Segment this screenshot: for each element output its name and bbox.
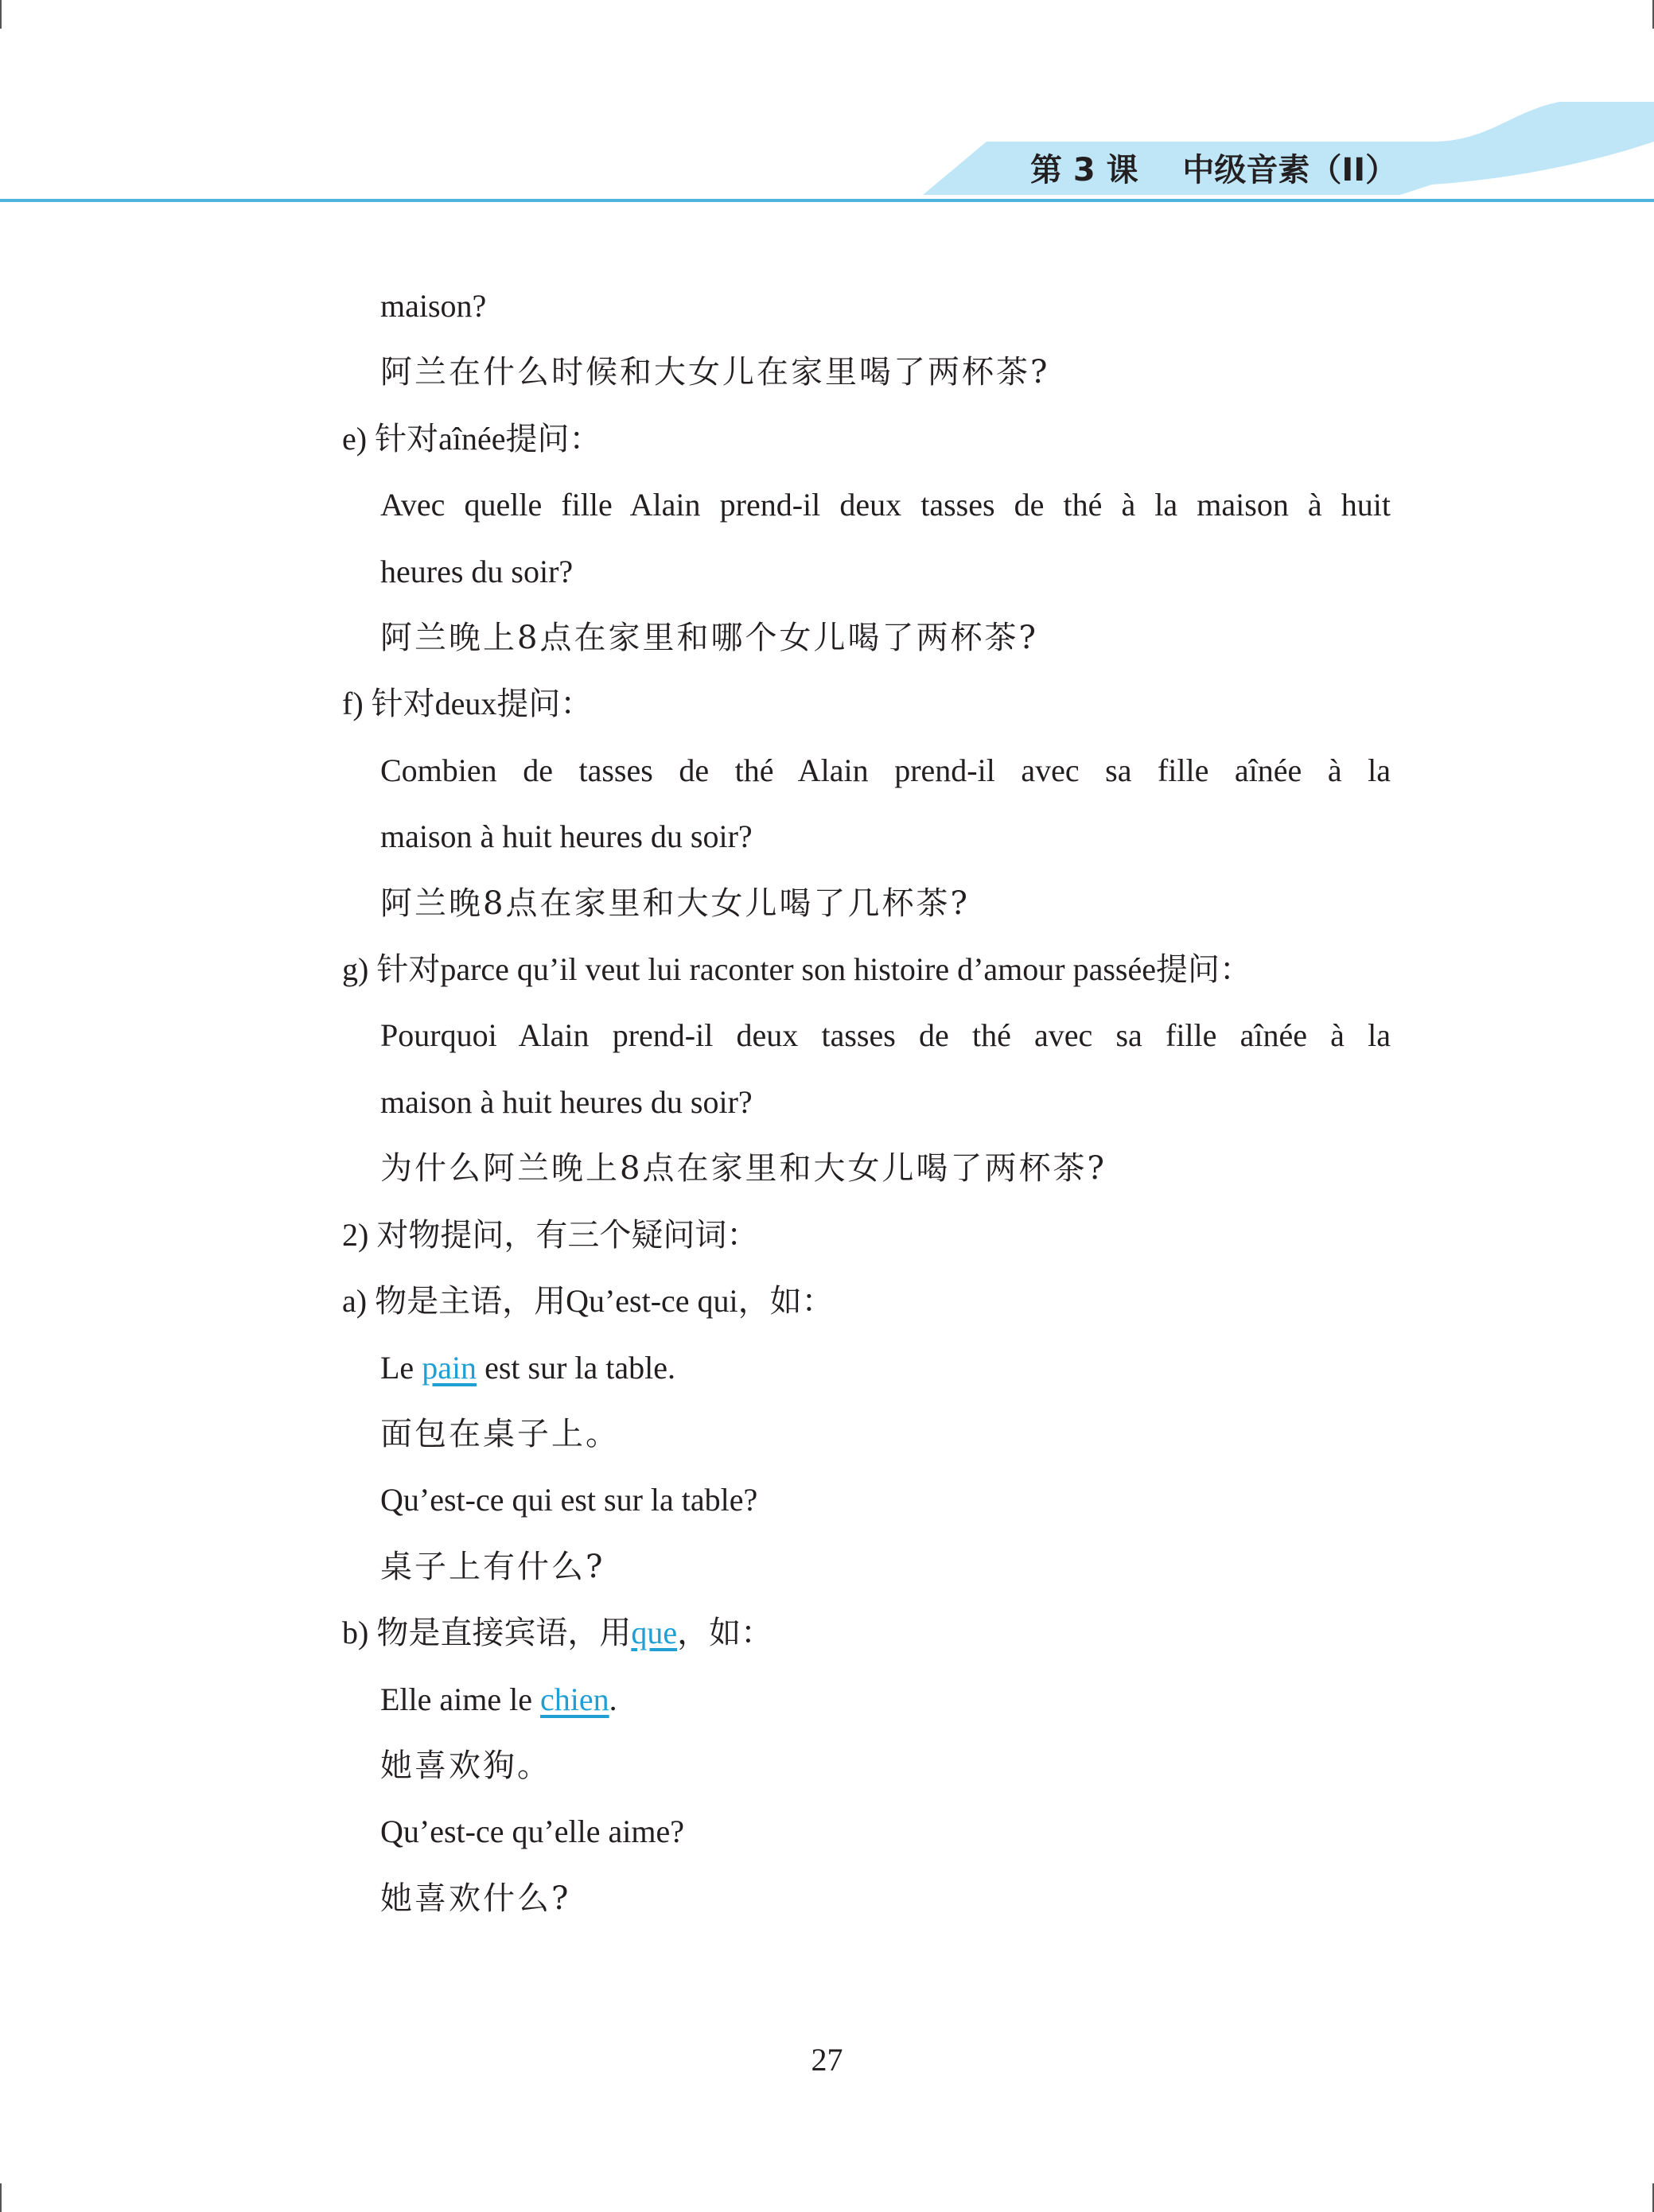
text-line: 阿兰晚上8点在家里和哪个女儿喝了两杯茶? [380,620,1038,656]
text-line: maison à huit heures du soir? [380,818,753,854]
text-line: 她喜欢狗。 [380,1747,551,1784]
chapter-title: 第 3 课 中级音素（II） [1030,152,1398,189]
link-que[interactable]: que [631,1615,678,1650]
text-line: 阿兰在什么时候和大女儿在家里喝了两杯茶? [380,354,1050,391]
text-line: 为什么阿兰晚上8点在家里和大女儿喝了两杯茶? [380,1150,1107,1187]
link-chien[interactable]: chien [540,1681,609,1717]
text-line: Qu’est-ce qui est sur la table? [380,1482,758,1518]
list-item-g: g) 针对parce qu’il veut lui raconter son histoire d’amour passée提问： [342,951,1252,987]
section-heading-2: 2) 对物提问，有三个疑问词： [342,1217,759,1253]
text-line: heures du soir? [380,554,574,589]
text-line: Avec quelle fille Alain prend-il deux tasses de thé à la maison à huit [380,487,1391,523]
text-line: maison à huit heures du soir? [380,1084,753,1120]
crop-mark-bottom-left [0,2183,2,2212]
header-rule [0,199,1654,202]
text-segment: est sur la table. [477,1350,675,1386]
list-item-e: e) 针对aînée提问： [342,421,601,457]
text-segment: . [609,1681,617,1717]
text-segment: Le [380,1350,422,1386]
list-item-f: f) 针对deux提问： [342,686,593,721]
text-line: 面包在桌子上。 [380,1416,620,1452]
text-line: Pourquoi Alain prend-il deux tasses de thé avec sa fille aînée à la [380,1017,1391,1053]
text-line: maison? [380,288,487,324]
text-segment: b) 物是直接宾语，用 [342,1615,632,1650]
text-segment: ，如： [677,1615,773,1650]
text-line: 阿兰晚8点在家里和大女儿喝了几杯茶? [380,885,970,922]
link-pain[interactable]: pain [422,1350,477,1386]
text-line [380,1344,675,1392]
text-line: Qu’est-ce qu’elle aime? [380,1814,685,1849]
list-item-a: a) 物是主语，用Qu’est-ce qui，如： [342,1283,834,1319]
page-number: 27 [811,2042,843,2078]
text-line [380,1676,617,1724]
list-item-b [342,1609,773,1657]
text-line: 她喜欢什么? [380,1880,571,1917]
text-line: Combien de tasses de thé Alain prend-il avec sa fille aînée à la [380,752,1391,788]
text-segment: Elle aime le [380,1681,541,1717]
text-line: 桌子上有什么? [380,1549,605,1585]
header-decoration [0,0,1654,207]
